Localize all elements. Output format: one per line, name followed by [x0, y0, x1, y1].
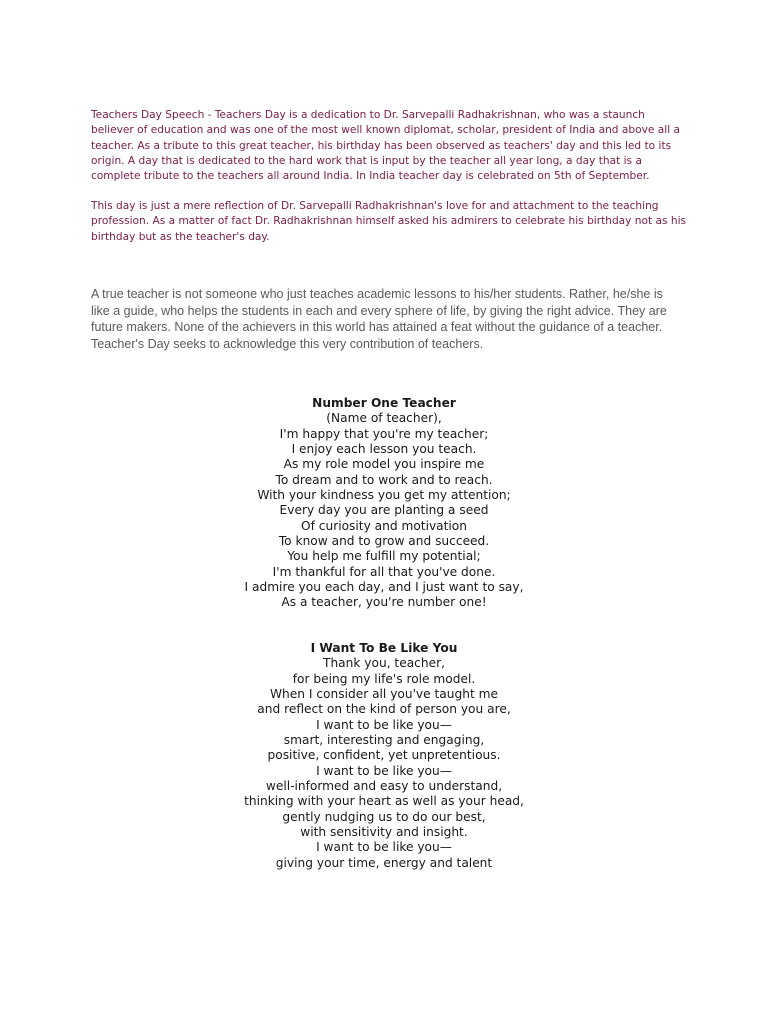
poem-number-one-teacher — [134, 396, 634, 611]
poem-line: To dream and to work and to reach. — [275, 472, 493, 487]
poem-line: positive, confident, yet unpretentious. — [267, 748, 501, 763]
poem-line: I'm thankful for all that you've done. — [272, 564, 496, 579]
poem-line: To know and to grow and succeed. — [278, 534, 490, 549]
poem-line: and reflect on the kind of person you are, — [257, 702, 511, 717]
poem-line: I want to be like you— — [316, 763, 452, 778]
poem-line: Every day you are planting a seed — [279, 503, 489, 518]
poem-line: I'm happy that you're my teacher; — [279, 426, 489, 441]
poem-line: I want to be like you— — [316, 717, 452, 732]
poem-line: well-informed and easy to understand, — [265, 779, 503, 794]
poem-line: With your kindness you get my attention; — [257, 488, 511, 503]
intro-paragraph-1: Teachers Day Speech - Teachers Day is a dedication to Dr. Sarvepalli Radhakrishnan, who was a staunch believer of education and was one of the most well known diplomat, scholar, president of India and above all a teacher. As a tribute to this great teacher, his birthday has been observed as teachers' day and this led to its origin. A day that is dedicated to the hard work that is input by the teacher all year long, a day that is a complete tribute to the teachers all around India. In India teacher day is celebrated on 5th of September. — [91, 109, 680, 183]
poem-line: with sensitivity and insight. — [300, 825, 468, 840]
poem-line: I enjoy each lesson you teach. — [291, 442, 477, 457]
poem-title: I Want To Be Like You — [310, 641, 458, 655]
poem-line: When I consider all you've taught me — [270, 687, 498, 702]
poem-line: As a teacher, you're number one! — [281, 595, 487, 610]
poem-line: for being my life's role model. — [292, 671, 476, 686]
poem-line: You help me fulfill my potential; — [287, 549, 481, 564]
poem-title: Number One Teacher — [312, 396, 456, 410]
poem-line: giving your time, energy and talent — [275, 855, 493, 870]
poem-line: I want to be like you— — [316, 840, 452, 855]
poem-line: thinking with your heart as well as your head, — [244, 794, 524, 809]
poem-line: Thank you, teacher, — [323, 656, 445, 671]
poem-line: I admire you each day, and I just want to say, — [244, 580, 524, 595]
poem-line: Of curiosity and motivation — [301, 518, 467, 533]
poem-line: (Name of teacher), — [326, 411, 442, 426]
poem-line: As my role model you inspire me — [283, 457, 485, 472]
body-paragraph: A true teacher is not someone who just teaches academic lessons to his/her students. Rather, he/she is like a guide, who helps the students in each and every sphere of life, by giving the right advice. They are future makers. None of the achievers in this world has attained a feat without the guidance of a teacher. Teacher's Day seeks to acknowledge this very contribution of teachers. — [91, 287, 667, 351]
intro-paragraph-2: This day is just a mere reflection of Dr. Sarvepalli Radhakrishnan's love for and attachment to the teaching profession. As a matter of fact Dr. Radhakrishnan himself asked his admirers to celebrate his birthday not as his birthday but as the teacher's day. — [91, 200, 687, 243]
poem-line: gently nudging us to do our best, — [282, 809, 486, 824]
poem-i-want-to-be-like-you — [134, 641, 634, 871]
poem-line: smart, interesting and engaging, — [283, 733, 485, 748]
